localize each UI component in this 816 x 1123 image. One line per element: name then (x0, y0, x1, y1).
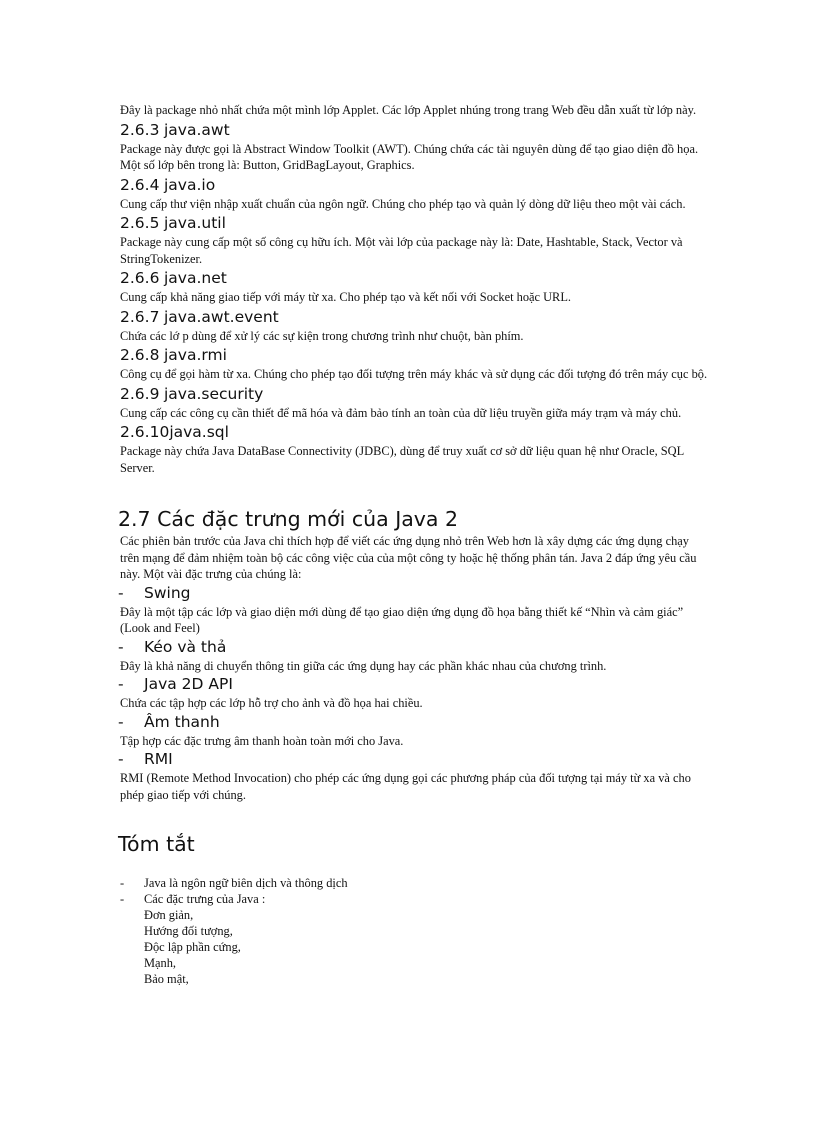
section-body: Chứa các lớ p dùng để xử lý các sự kiện trong chương trình như chuột, bàn phím. (120, 328, 524, 343)
feature-heading (118, 675, 710, 694)
section-title: java.util (164, 214, 226, 232)
bullet-dash: - (118, 675, 124, 693)
feature-heading (118, 584, 710, 603)
section-2-7-heading: 2.7 Các đặc trưng mới của Java 2 (118, 507, 459, 531)
bullet-dash: - (118, 583, 124, 602)
section-body: Cung cấp thư viện nhập xuất chuẩn của ngôn ngữ. Chúng cho phép tạo và quản lý dòng dữ liệu theo một vài cách. (120, 196, 686, 211)
feature-title: Java 2D API (144, 675, 233, 693)
bullet-dash: - (118, 750, 124, 768)
section-2-7-intro: Các phiên bản trước của Java chỉ thích hợp để viết các ứng dụng nhỏ trên Web hơn là xây dựng các ứng dụng chạy trên mạng để đảm nhiệm toàn bộ các công việc của của một công ty hoặc hệ thống phân tán. Java 2 đáp ứng yêu cầu này. Một vài đặc trưng của chúng là: (120, 534, 697, 581)
bullet-dash: - (120, 892, 125, 906)
package-section-2-6-3 (120, 121, 710, 174)
package-section-2-6-6 (120, 269, 710, 306)
section-number: 2.6.7 (120, 307, 160, 326)
section-body: Package này cung cấp một số công cụ hữu ích. Một vài lớp của package này là: Date, Hashtable, Stack, Vector và StringTokenizer. (120, 235, 683, 266)
feature-body: RMI (Remote Method Invocation) cho phép các ứng dụng gọi các phương pháp của đối tượng tại máy từ xa và cho phép giao tiếp với chúng. (120, 771, 691, 802)
bullet-dash: - (120, 876, 125, 890)
summary-bullet (120, 875, 710, 891)
feature-body: Đây là khả năng di chuyển thông tin giữa các ứng dụng hay các phần khác nhau của chương trình. (120, 658, 607, 673)
feature-swing (120, 584, 710, 637)
section-body: Cung cấp khả năng giao tiếp với máy từ xa. Cho phép tạo và kết nối với Socket hoặc URL. (120, 290, 571, 304)
feature-body: Đây là một tập các lớp và giao diện mới dùng để tạo giao diện ứng dụng đồ họa bằng thiết kế “Nhìn và cảm giác” (Look and Feel) (120, 604, 684, 635)
section-number: 2.6.8 (120, 346, 160, 364)
section-number: 2.6.6 (120, 269, 160, 287)
section-body: Cung cấp các công cụ cần thiết để mã hóa và đảm bảo tính an toàn của dữ liệu truyền giữa máy trạm và máy chủ. (120, 405, 682, 420)
section-body: Công cụ để gọi hàm từ xa. Chúng cho phép tạo đối tượng trên máy khác và sử dụng các đối tượng đó trên máy cục bộ. (120, 367, 708, 381)
section-body: Package này được gọi là Abstract Window Toolkit (AWT). Chúng chứa các tài nguyên dùng để tạo giao diện đồ họa. Một số lớp bên trong là: Button, GridBagLayout, Graphics. (120, 141, 699, 172)
feature-heading (118, 713, 710, 732)
section-title: java.awt (164, 120, 230, 139)
feature-title: Kéo và thả (144, 637, 227, 656)
section-number: 2.6.9 (120, 384, 160, 403)
feature-title: Âm thanh (144, 712, 220, 731)
bullet-dash: - (118, 637, 124, 656)
section-body: Package này chứa Java DataBase Connectivity (JDBC), dùng để truy xuất cơ sở dữ liệu quan hệ như Oracle, SQL Server. (120, 444, 684, 475)
summary-heading: Tóm tắt (118, 832, 195, 856)
section-number: 2.6.3 (120, 120, 160, 139)
summary-sub-item: Hướng đối tượng, (144, 924, 233, 938)
section-number: 2.6.10 (120, 423, 170, 441)
feature-rmi (120, 750, 710, 803)
feature-body: Tập hợp các đặc trưng âm thanh hoàn toàn mới cho Java. (120, 733, 404, 748)
bullet-dash: - (118, 712, 124, 731)
section-title: java.sql (169, 423, 229, 441)
section-heading (120, 308, 710, 327)
section-number: 2.6.4 (120, 175, 160, 194)
feature-title: Swing (144, 583, 191, 602)
feature-title: RMI (144, 750, 173, 768)
section-title: java.rmi (164, 346, 227, 364)
package-section-2-6-4 (120, 176, 710, 213)
summary-sub-item: Mạnh, (144, 956, 177, 970)
section-title: java.awt.event (164, 307, 279, 326)
package-section-2-6-10 (120, 423, 710, 476)
feature-sound (120, 713, 710, 750)
section-heading (120, 176, 710, 195)
package-section-2-6-9 (120, 385, 710, 422)
package-section-2-6-7 (120, 308, 710, 345)
feature-body: Chứa các tập hợp các lớp hỗ trợ cho ảnh và đồ họa hai chiều. (120, 696, 423, 710)
feature-drag-drop (120, 638, 710, 675)
feature-heading (118, 638, 710, 657)
section-title: java.io (164, 175, 216, 194)
bullet-text: Các đặc trưng của Java : (144, 892, 266, 906)
summary-sub-item: Độc lập phần cứng, (144, 940, 241, 954)
package-section-2-6-5 (120, 214, 710, 267)
section-heading (120, 346, 710, 365)
summary-sub-item: Đơn giản, (144, 908, 194, 922)
intro-paragraph: Đây là package nhỏ nhất chứa một mình lớp Applet. Các lớp Applet nhúng trong trang Web đều dẫn xuất từ lớp này. (120, 103, 697, 117)
section-heading (120, 214, 710, 233)
section-number: 2.6.5 (120, 214, 160, 232)
feature-java-2d-api (120, 675, 710, 712)
section-heading (120, 385, 710, 404)
package-section-2-6-8 (120, 346, 710, 383)
section-heading (120, 269, 710, 288)
section-heading (120, 423, 710, 442)
section-title: java.net (164, 269, 227, 287)
section-title: java.security (164, 384, 264, 403)
summary-sub-item: Bảo mật, (144, 972, 189, 986)
section-heading (120, 121, 710, 140)
bullet-text: Java là ngôn ngữ biên dịch và thông dịch (144, 876, 348, 890)
document-page (120, 102, 710, 987)
summary-bullet (120, 891, 710, 907)
feature-heading (118, 750, 710, 769)
